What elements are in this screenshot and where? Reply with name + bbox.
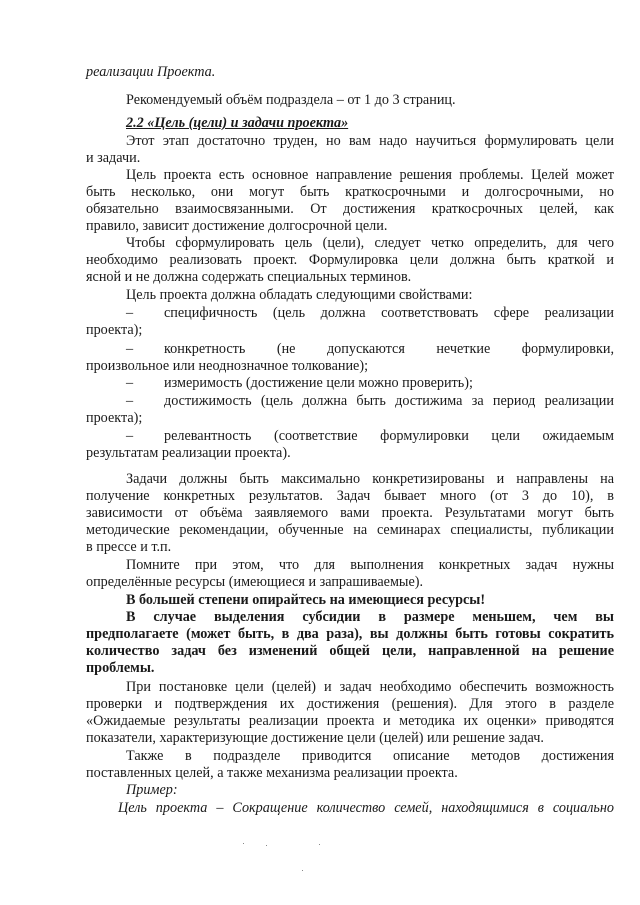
text-line: получение конкретных результатов. Задач бывает много (от 3 до 10), в xyxy=(86,488,614,504)
text-line: Также в подразделе приводится описание методов достижения xyxy=(126,748,614,764)
text-line: Рекомендуемый объём подраздела – от 1 до 3 страниц. xyxy=(126,92,456,108)
text-line: проекта); xyxy=(86,322,143,338)
bold-text-line: предполагаете (может быть, в два раза), вы должны быть готовы сократить xyxy=(86,626,614,642)
text-line: быть несколько, они могут быть краткосрочными и долгосрочными, но xyxy=(86,184,614,200)
text-line: Задачи должны быть максимально конкретизированы и направлены на xyxy=(126,471,614,487)
bold-text-line: В случае выделения субсидии в размере меньшем, чем вы xyxy=(126,609,614,625)
text-line: произвольное или неоднозначное толкование); xyxy=(86,358,369,374)
scan-speck xyxy=(302,870,303,871)
text-line: ясной и не должна содержать специальных терминов. xyxy=(86,269,412,285)
scan-speck xyxy=(319,844,320,845)
text-line: Цель проекта должна обладать следующими свойствами: xyxy=(126,287,473,303)
list-bullet: – xyxy=(126,305,134,321)
text-line: проекта); xyxy=(86,410,143,426)
list-item: релевантность (соответствие формулировки цели ожидаемым xyxy=(164,428,614,444)
text-line: правило, зависит достижение долгосрочной цели. xyxy=(86,218,388,234)
text-line: При постановке цели (целей) и задач необходимо обеспечить возможность xyxy=(126,679,614,695)
text-line: обязательно взаимосвязанными. От достижения краткосрочных целей, как xyxy=(86,201,614,217)
text-line: в прессе и т.п. xyxy=(86,539,172,555)
text-line: Чтобы сформулировать цель (цели), следует четко определить, для чего xyxy=(126,235,614,251)
text-line: поставленных целей, а также механизма реализации проекта. xyxy=(86,765,458,781)
text-line: Этот этап достаточно труден, но вам надо научиться формулировать цели xyxy=(126,133,614,149)
list-bullet: – xyxy=(126,428,134,444)
list-item: специфичность (цель должна соответствовать сфере реализации xyxy=(164,305,614,321)
text-line: реализации Проекта. xyxy=(86,64,216,80)
scan-speck xyxy=(243,843,244,844)
list-bullet: – xyxy=(126,375,134,391)
text-line: «Ожидаемые результаты реализации проекта и методика их оценки» приводятся xyxy=(86,713,614,729)
list-item: конкретность (не допускаются нечеткие формулировки, xyxy=(164,341,614,357)
text-line: методические рекомендации, обученные на семинарах специалисты, публикации xyxy=(86,522,614,538)
example-label: Пример: xyxy=(126,782,178,798)
scan-speck xyxy=(266,845,267,846)
text-line: зависимости от объёма заявляемого вами проекта. Результатами могут быть xyxy=(86,505,614,521)
text-line: показатели, характеризующие достижение цели (целей) или решение задач. xyxy=(86,730,544,746)
list-item: достижимость (цель должна быть достижима за период реализации xyxy=(164,393,614,409)
text-line: Цель проекта есть основное направление решения проблемы. Целей может xyxy=(126,167,614,183)
section-heading: 2.2 «Цель (цели) и задачи проекта» xyxy=(126,115,349,131)
text-line: определённые ресурсы (имеющиеся и запрашиваемые). xyxy=(86,574,424,590)
text-line: и задачи. xyxy=(86,150,141,166)
bold-text-line: количество задач без изменений общей цели, направленной на решение xyxy=(86,643,614,659)
list-item: измеримость (достижение цели можно проверить); xyxy=(164,375,473,391)
list-bullet: – xyxy=(126,393,134,409)
bold-notice: В большей степени опирайтесь на имеющиеся ресурсы! xyxy=(126,592,486,608)
example-text: Цель проекта – Сокращение количество семей, находящимися в социально xyxy=(118,800,614,816)
bold-text-line: проблемы. xyxy=(86,660,155,676)
list-bullet: – xyxy=(126,341,134,357)
text-line: проверки и подтверждения их достижения (решения). Для этого в разделе xyxy=(86,696,614,712)
text-line: результатам реализации проекта). xyxy=(86,445,291,461)
text-line: необходимо реализовать проект. Формулировка цели должна быть краткой и xyxy=(86,252,614,268)
text-line: Помните при этом, что для выполнения конкретных задач нужны xyxy=(126,557,614,573)
